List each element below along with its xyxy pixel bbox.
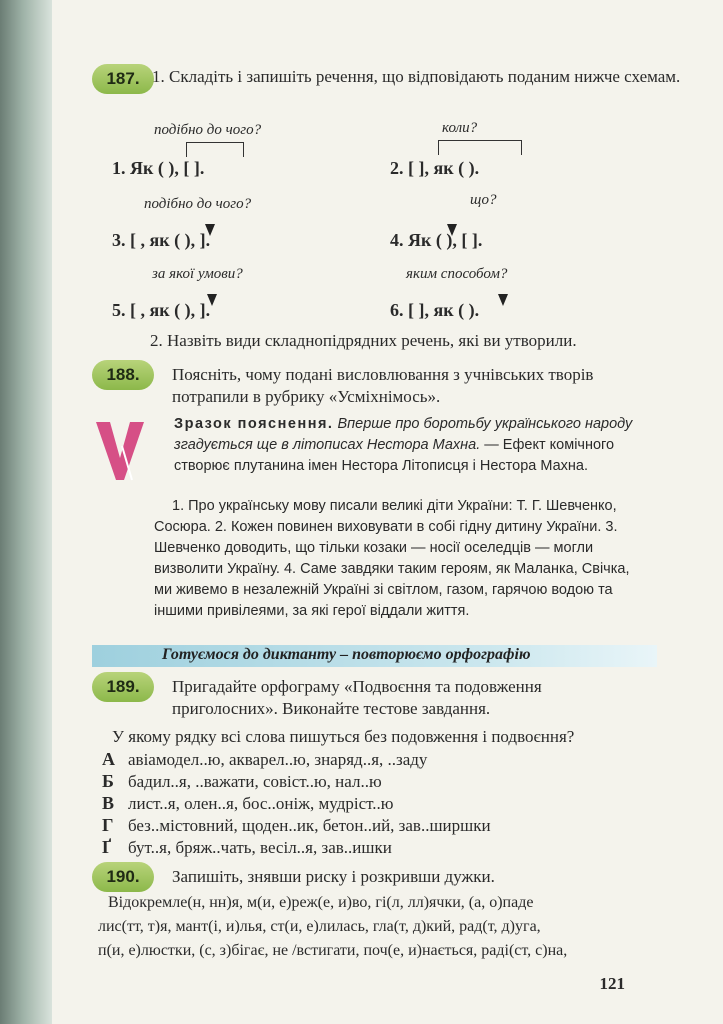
exercise-189-task: Пригадайте орфограму «Подвоєння та подовження приголосних». Виконайте тестове завдання. (172, 677, 542, 718)
page-number: 121 (599, 974, 625, 993)
scheme-5: 5. [ , як ( ), ]. (112, 300, 211, 320)
scheme-6: 6. [ ], як ( ). (390, 300, 480, 320)
scheme-3-label: подібно до чого? (144, 196, 252, 212)
exercise-189-question: У якому рядку всі слова пишуться без подовження і подвоєння? (112, 727, 575, 746)
scheme-3: 3. [ , як ( ), ]. (112, 230, 211, 250)
exercise-187-task2: 2. Назвіть види складнопідрядних речень, які ви утворили. (150, 331, 577, 350)
exercise-188-sample (174, 414, 634, 477)
scheme-5-label: за якої умови? (152, 266, 243, 282)
section-band-title: Готуємося до диктанту – повторюємо орфографію (162, 646, 531, 663)
scheme-2-label: коли? (442, 120, 478, 136)
option-v: В лист..я, олен..я, бос..оніж, мудріст..ю (102, 793, 394, 813)
exercise-190-line-1: Відокремле(н, нн)я, м(и, е)реж(е, и)во, гі(л, лл)ячки, (а, о)паде (108, 894, 534, 911)
smile-rubric-logo (92, 418, 148, 484)
scheme-1-bracket (186, 142, 244, 157)
scheme-1: 1. Як ( ), [ ]. (112, 158, 205, 178)
exercise-187-badge: 187. (92, 64, 154, 94)
exercise-189-badge: 189. (92, 672, 154, 702)
scheme-4-label: що? (470, 192, 497, 208)
scheme-6-arrow (498, 294, 508, 306)
exercise-190-badge: 190. (92, 862, 154, 892)
textbook-page (52, 0, 723, 1024)
scheme-2: 2. [ ], як ( ). (390, 158, 480, 178)
exercise-190-task: Запишіть, знявши риску і розкривши дужки. (172, 867, 495, 886)
exercise-188-task: Поясніть, чому подані висловлювання з учнівських творів потрапили в рубрику «Усміхнімось». (172, 365, 594, 406)
scheme-6-label: яким способом? (406, 266, 508, 282)
sample-title: Зразок пояснення. (174, 416, 334, 432)
option-h: Г без..містовний, щоден..ик, бетон..ий, зав..ширшки (102, 815, 491, 835)
option-a: А авіамодел..ю, акварел..ю, знаряд..я, ..заду (102, 749, 428, 769)
exercise-190-line-3: п(и, е)люстки, (с, з)бігає, не /встигати, поч(е, и)нається, раді(ст, с)на, (98, 942, 568, 959)
scheme-4: 4. Як ( ), [ ]. (390, 230, 483, 250)
scheme-2-bracket (438, 140, 522, 155)
exercise-190-line-2: лис(тт, т)я, мант(і, и)лья, ст(и, е)лилась, гла(т, д)кий, рад(т, д)уга, (98, 918, 541, 935)
scheme-1-label: подібно до чого? (154, 122, 262, 138)
option-g: Ґ бут..я, бряж..чать, весіл..я, зав..ишки (102, 837, 392, 857)
sample-rest: — Ефект комічного створює плутанина імен Нестора Літописця і Нестора Махна. (174, 437, 615, 474)
option-b: Б бадил..я, ..важати, совіст..ю, нал..ю (102, 771, 382, 791)
exercise-188-badge: 188. (92, 360, 154, 390)
book-spine (0, 0, 52, 1024)
exercise-188-body: 1. Про українську мову писали великі діти України: Т. Г. Шевченко, Сосюра. 2. Кожен повинен виховувати в собі гідну дитину України. 3. Шевченко доводить, що тільки козаки — носії оселедців — могли визволити Україну. 4. Саме завдяки таким героям, як Маланка, Свічка, ми живемо в незалежній Україні зі світлом, газом, гарячою водою та іншими привілеями, за які герої віддали життя. (154, 498, 630, 619)
sample-italic: Вперше про боротьбу українського народу згадується ще в літописах Нестора Махна. (174, 416, 633, 453)
exercise-187-task: 1. Складіть і запишіть речення, що відповідають поданим нижче схемам. (152, 67, 681, 86)
